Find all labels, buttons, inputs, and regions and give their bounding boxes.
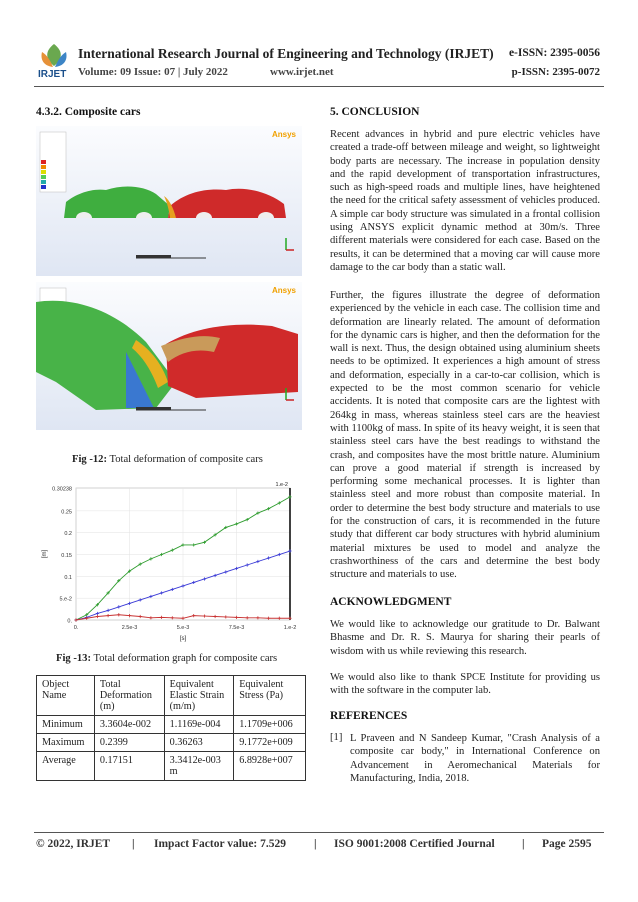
x-tick-label: 0.	[73, 625, 79, 631]
p-issn: p-ISSN: 2395-0072	[511, 66, 600, 78]
y-tick-label: 5.e-2	[59, 596, 72, 603]
car-deformation-bottom-render	[36, 282, 302, 430]
conclusion-paragraph-1: Recent advances in hybrid and pure electric vehicles have created a trade-off between mileage and weight, so lightweight body parts are necessary. The increase in population density and the rapid development of transportation infrastructures, such as high-speed roads and multiple lines, have heightened the need for the critical safety assessment of vehicles produced. A simple car body structure was simulated in a frontal collision using ANSYS explicit dynamic method at 30m/s. Three different materials were considered for each case. Based on the results, it can be determined that a moving car will cause more damage to the car body than a static wall.	[330, 129, 600, 273]
time-marker-label: 1.e-2	[275, 482, 288, 488]
table-cell: Maximum	[37, 734, 95, 752]
conclusion-paragraph-2: Further, the figures illustrate the degree of deformation experienced by the vehicle in each case. The collision time and deformation are linearly related. The amount of deformation for the dynamic cars is higher, and then the deformation for the wall is next. Thus, the design obtained using aluminium sheets needs to be optimized. It experiences a high amount of stress and deformation, especially in a car-to-car collision, which is expected to be the most common scenario for vehicle accidents. It is noted that composite cars are the lightest with 264kg in mass, whereas stainless steel cars are the heaviest with 1100kg of mass. In spite of its heavy weight, it is seen that stainless steel cars have the best readings to withstand the crash, and composites have the most brittle nature. Aluminium can prove a good material if strength is increased by performing some mechanical processes. It is lighter than stainless steel and more robust than composite material. In order to determine the best body structure and materials to use for the construction of cars, it is recommended in the future study that different car body structures with hybrid aluminium material mixtures be used to model and analyze the crashworthiness of the cars and determine the best body structure and materials to use.	[330, 290, 600, 581]
footer-impact-factor: Impact Factor value: 7.529	[154, 838, 287, 850]
y-axis-label: [m]	[42, 549, 48, 559]
e-issn: e-ISSN: 2395-0056	[508, 47, 600, 59]
fig12-caption-text: Total deformation of composite cars	[107, 454, 263, 465]
results-table	[36, 675, 306, 781]
footer-page-number: Page 2595	[542, 838, 592, 850]
x-axis-label: [s]	[179, 636, 187, 642]
table-cell: 0.36263	[164, 734, 234, 752]
table-cell: Minimum	[37, 716, 95, 734]
table-cell: 1.1169e-004	[164, 716, 234, 734]
header-divider	[34, 86, 604, 87]
fig13-caption-label: Fig -13:	[56, 653, 92, 664]
table-row	[37, 752, 306, 781]
table-cell: Average	[37, 752, 95, 781]
table-header-row	[37, 676, 306, 716]
table-cell: 1.1709e+006	[234, 716, 306, 734]
y-tick-label: 0.	[67, 618, 72, 625]
table-header-cell: Equivalent Elastic Strain (m/m)	[164, 676, 234, 716]
reference-text: L Praveen and N Sandeep Kumar, "Crash Analysis of a composite car body," in International Conference on Advancement in Aeromechanical Materials for Manufacturing, India, 2018.	[350, 733, 600, 784]
table-cell: 0.2399	[94, 734, 164, 752]
acknowledgment-paragraph-1: We would like to acknowledge our gratitude to Dr. Balwant Bhasme and Dr. R. S. Maurya for sharing their pearls of wisdom with us while reviewing this research.	[330, 619, 600, 657]
y-tick-label: 0.30238	[52, 486, 72, 493]
ansys-watermark: Ansys	[271, 286, 296, 295]
simulation-image-bottom	[36, 282, 302, 430]
section-title-composite-cars: 4.3.2. Composite cars	[36, 106, 141, 118]
table-cell: 0.17151	[94, 752, 164, 781]
x-tick-label: 5.e-3	[176, 625, 190, 631]
car-deformation-top-render	[36, 126, 302, 276]
fig13-caption	[56, 653, 277, 664]
acknowledgment-paragraph-2: We would also like to thank SPCE Institute for providing us with the software in the computer lab.	[330, 672, 600, 697]
table-header-cell: Object Name	[37, 676, 95, 716]
table-header-cell: Equivalent Stress (Pa)	[234, 676, 306, 716]
y-tick-label: 0.2	[64, 531, 72, 538]
y-tick-label: 0.25	[61, 509, 72, 516]
acknowledgment-heading: ACKNOWLEDGMENT	[330, 596, 452, 608]
ansys-watermark: Ansys	[271, 130, 296, 139]
fig12-caption	[72, 454, 263, 465]
table-cell: 9.1772e+009	[234, 734, 306, 752]
journal-title: International Research Journal of Engineering and Technology (IRJET)	[78, 46, 494, 61]
footer-separator: |	[132, 838, 135, 850]
table-cell: 6.8928e+007	[234, 752, 306, 781]
footer-iso: ISO 9001:2008 Certified Journal	[334, 838, 495, 850]
table-header-cell: Total Deformation (m)	[94, 676, 164, 716]
reference-number: [1]	[330, 732, 343, 743]
footer-separator: |	[314, 838, 317, 850]
deformation-chart-svg	[36, 476, 302, 644]
conclusion-heading: 5. CONCLUSION	[330, 106, 420, 118]
simulation-image-top	[36, 126, 302, 276]
x-tick-label: 2.5e-3	[121, 625, 138, 631]
table-row	[37, 716, 306, 734]
y-tick-label: 0.1	[64, 574, 72, 581]
deformation-chart	[36, 476, 302, 644]
table-cell: 3.3412e-003 m	[164, 752, 234, 781]
logo-text: IRJET	[38, 69, 67, 80]
x-tick-label: 7.5e-3	[228, 625, 245, 631]
website-link[interactable]: www.irjet.net	[270, 66, 334, 78]
table-row	[37, 734, 306, 752]
footer-copyright: © 2022, IRJET	[36, 838, 111, 850]
journal-logo	[36, 42, 72, 82]
references-heading: REFERENCES	[330, 710, 408, 722]
footer-divider	[34, 832, 604, 833]
y-tick-label: 0.15	[61, 553, 72, 560]
fig12-caption-label: Fig -12:	[72, 454, 108, 465]
volume-issue: Volume: 09 Issue: 07 | July 2022	[78, 66, 228, 78]
footer-separator: |	[522, 838, 525, 850]
table-cell: 3.3604e-002	[94, 716, 164, 734]
fig13-caption-text: Total deformation graph for composite cars	[91, 653, 278, 664]
x-tick-label: 1.e-2	[283, 625, 297, 631]
